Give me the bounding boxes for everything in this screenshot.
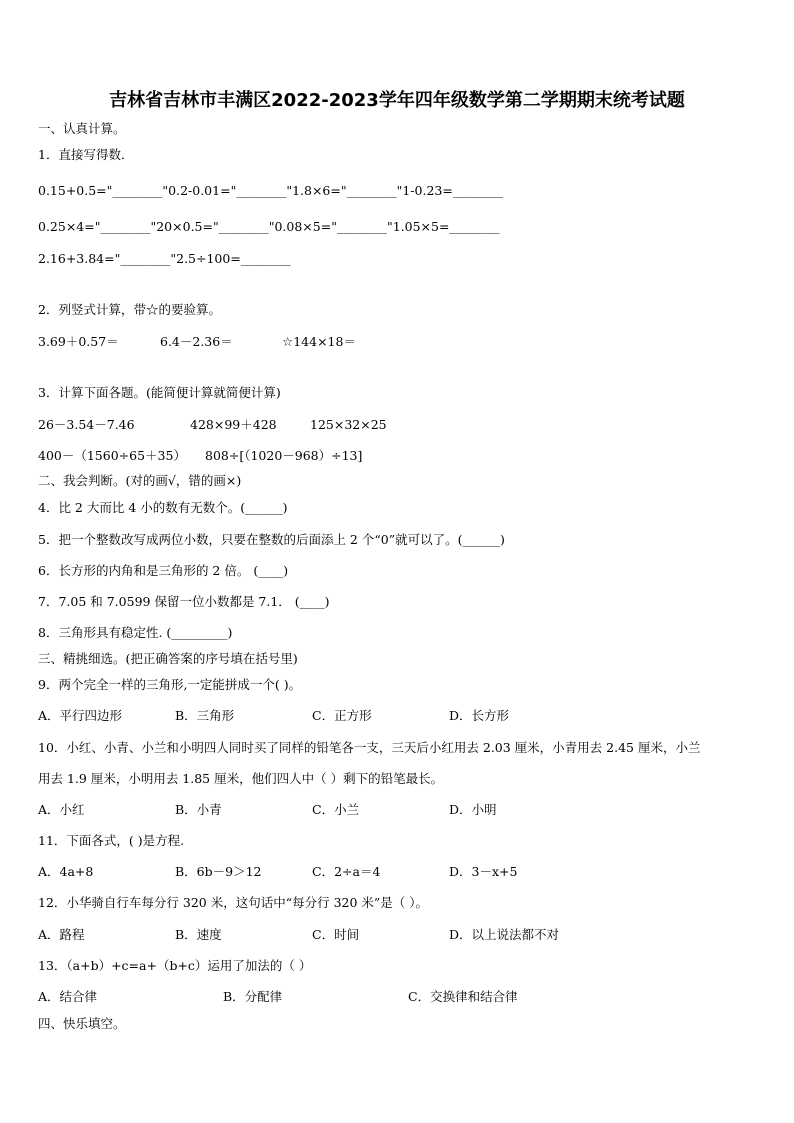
question-2-item: 6.4－2.36＝ <box>160 334 233 349</box>
question-9-options <box>38 707 509 725</box>
section-3-heading: 三、精挑细选。(把正确答案的序号填在括号里) <box>38 651 298 666</box>
question-3-item: 808÷[（1020－968）÷13] <box>205 448 363 463</box>
question-10-options <box>38 801 497 819</box>
question-10-line-2: 用去 1.9 厘米，小明用去 1.85 厘米，他们四人中（ ）剩下的铅笔最长。 <box>38 771 444 786</box>
section-2-heading: 二、我会判断。(对的画√，错的画×) <box>38 473 242 488</box>
question-11-options <box>38 863 517 881</box>
option-c: C．2÷a＝4 <box>312 864 381 879</box>
option-c: C．小兰 <box>312 802 360 817</box>
question-1-row-1: 0.15+0.5="________"0.2-0.01="________"1.8×6="________"1-0.23=________ <box>38 183 503 198</box>
option-c: C．时间 <box>312 927 360 942</box>
question-2-item: 3.69＋0.57＝ <box>38 334 119 349</box>
question-3-item: 125×32×25 <box>310 417 387 432</box>
option-d: D．3－x+5 <box>449 864 518 879</box>
option-d: D．长方形 <box>449 708 510 723</box>
option-b: B．分配律 <box>223 989 283 1004</box>
question-2-items <box>38 333 356 351</box>
option-a: A．平行四边形 <box>38 708 123 723</box>
question-4: 4．比 2 大而比 4 小的数有无数个。(______) <box>38 500 288 515</box>
option-b: B．三角形 <box>175 708 235 723</box>
option-a: A．小红 <box>38 802 85 817</box>
question-11: 11．下面各式，( )是方程. <box>38 833 185 848</box>
option-c: C．交换律和结合律 <box>408 989 518 1004</box>
question-3-item: 26－3.54－7.46 <box>38 417 135 432</box>
question-3-row-2 <box>38 447 362 465</box>
question-12: 12．小华骑自行车每分行 320 米，这句话中“每分行 320 米”是（ ）。 <box>38 895 429 910</box>
page-title: 吉林省吉林市丰满区2022-2023学年四年级数学第二学期期末统考试题 <box>109 90 685 111</box>
question-8: 8．三角形具有稳定性. (_________) <box>38 625 233 640</box>
question-10-line-1: 10．小红、小青、小兰和小明四人同时买了同样的铅笔各一支，三天后小红用去 2.03 厘米，小青用去 2.45 厘米，小兰 <box>38 740 701 755</box>
question-1-row-3: 2.16+3.84="________"2.5÷100=________ <box>38 251 291 266</box>
question-13: 13．（a+b）+c=a+（b+c）运用了加法的（ ） <box>38 958 312 973</box>
question-1-row-2: 0.25×4="________"20×0.5="________"0.08×5="________"1.05×5=________ <box>38 219 500 234</box>
question-2: 2．列竖式计算，带☆的要验算。 <box>38 302 221 317</box>
option-d: D．以上说法都不对 <box>449 927 560 942</box>
question-12-options <box>38 926 559 944</box>
option-a: A．结合律 <box>38 989 98 1004</box>
section-1-heading: 一、认真计算。 <box>38 121 126 136</box>
option-a: A．4a+8 <box>38 864 94 879</box>
question-3-item: 400－（1560÷65＋35） <box>38 448 186 463</box>
question-7: 7．7.05 和 7.0599 保留一位小数都是 7.1． (____) <box>38 594 330 609</box>
option-b: B．速度 <box>175 927 222 942</box>
option-a: A．路程 <box>38 927 85 942</box>
option-c: C．正方形 <box>312 708 372 723</box>
question-9: 9．两个完全一样的三角形,一定能拼成一个( )。 <box>38 677 302 692</box>
question-6: 6．长方形的内角和是三角形的 2 倍。 (____) <box>38 563 289 578</box>
question-3: 3．计算下面各题。(能简便计算就简便计算) <box>38 385 281 400</box>
option-d: D．小明 <box>449 802 497 817</box>
option-b: B．6b－9＞12 <box>175 864 262 879</box>
option-b: B．小青 <box>175 802 222 817</box>
question-1: 1．直接写得数． <box>38 147 134 162</box>
question-2-item: ☆144×18＝ <box>282 334 356 349</box>
question-13-options <box>38 988 518 1006</box>
question-3-row-1 <box>38 416 387 434</box>
question-3-item: 428×99＋428 <box>190 417 277 432</box>
section-4-heading: 四、快乐填空。 <box>38 1016 126 1031</box>
question-5: 5．把一个整数改写成两位小数，只要在整数的后面添上 2 个“0”就可以了。(______) <box>38 532 505 547</box>
